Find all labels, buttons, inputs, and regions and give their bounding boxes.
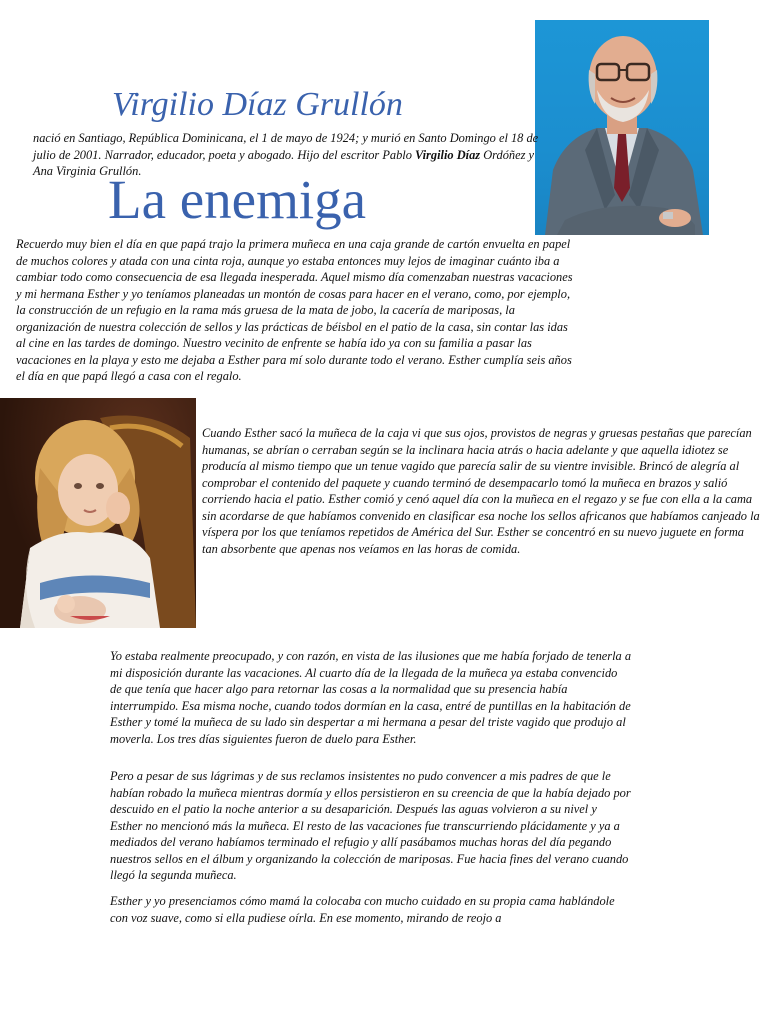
story-paragraph-5: Esther y yo presenciamos cómo mamá la colocaba con mucho cuidado en su propia cama hablándole con voz suave, como si ella pudiese oírla. En ese momento, mirando de reojo a [110,894,615,925]
bio-text-2: Ordóñez y Ana Virginia Grullón. [33,147,535,178]
girl-with-doll-painting [0,398,196,628]
story-paragraph-1: Recuerdo muy bien el día en que papá trajo la primera muñeca en una caja grande de cartón envuelta en papel de muchos colores y atada con una cinta roja, aunque yo estaba entonces muy lejos de imaginar cuánto iba a cambiar todo como consecuencia de esa llegada inesperada. Aquel mismo día comenzaban nuestras vacaciones y mi hermana Esther y yo teníamos planeadas un montón de cosas para hacer en el verano, como, por ejemplo, la construcción de un refugio en la rama más gruesa de la mata de jobo, la cacería de mariposas, la organización de nuestra colección de sellos y las prácticas de béisbol en el patio de la casa, sin contar las idas al cine en las tardes de domingo. Nuestro vecinito de enfrente se había ido ya con su familia a pasar las vacaciones en la playa y esto me dejaba a Esther para mí solo durante todo el verano. Esther cumplía seis años el día en que papá llegó a casa con el regalo. [16,237,573,383]
story-paragraph-3: Yo estaba realmente preocupado, y con razón, en vista de las ilusiones que me había forjado de tenerla a mi disposición durante las vacaciones. Al cuarto día de la llegada de la muñeca ya estaba convencido de que tenía que hacer algo para retornar las cosas a la normalidad que su presencia había interrumpido. Esa misma noche, cuando todos dormían en la casa, entré de puntillas en la habitación de Esther y tomé la muñeca de su lado sin despertar a mi hermana a pesar del triste vagido que produjo al moverla. Los tres días siguientes fueron de duelo para Esther. [110,649,632,746]
painting-illustration [0,398,196,628]
portrait-illustration [535,20,709,235]
story-title: La enemiga [108,169,367,230]
story-paragraph-4: Pero a pesar de sus lágrimas y de sus reclamos insistentes no pudo convencer a mis padres de que le habían robado la muñeca mientras dormía y ellos persistieron en su creencia de que la había dejado por descuido en el patio la noche anterior a su desaparición. Después las aguas volvieron a su nivel y Esther no mencionó más la muñeca. El resto de las vacaciones fue transcurriendo plácidamente y ya a mediados del verano habíamos terminado el refugio y allí pasábamos muchas horas del día pegando nuestros sellos en el álbum y organizando la colección de mariposas. Fue hacia fines del verano cuando llegó la segunda muñeca. [110,769,631,882]
author-portrait-photo [535,20,709,235]
bio-text-1: nació en Santiago, República Dominicana, el 1 de mayo de 1924; y murió en Santo Domingo el 18 de julio de 2001. Narrador, educador, poeta y abogado. Hijo del escritor Pablo [33,131,539,162]
story-paragraph-2: Cuando Esther sacó la muñeca de la caja vi que sus ojos, provistos de negras y gruesas pestañas que parecían humanas, se abrían o cerraban según se la inclinara hacia atrás o hacia adelante y que aquella idiotez se producía al mismo tiempo que un tenue vagido que parecía salir de su vientre invisible. Brincó de alegría al comprobar el contenido del paquete y cuando terminó de desempacarlo tomó la muñeca en brazos y salió corriendo hacia el patio. Esther comió y cenó aquel día con la muñeca en el regazo y se fue con ella a la cama sin acordarse de que habíamos convenido en clasificar esa noche los sellos africanos que habíamos canjeado la víspera por los que teníamos repetidos de América del Sur. Esther se concentró en su nuevo juguete en forma tan absorbente que apenas nos veíamos en las horas de comida. [202,426,760,556]
bio-bold-name: Virgilio Díaz [415,147,481,162]
author-name-heading: Virgilio Díaz Grullón [112,86,403,123]
